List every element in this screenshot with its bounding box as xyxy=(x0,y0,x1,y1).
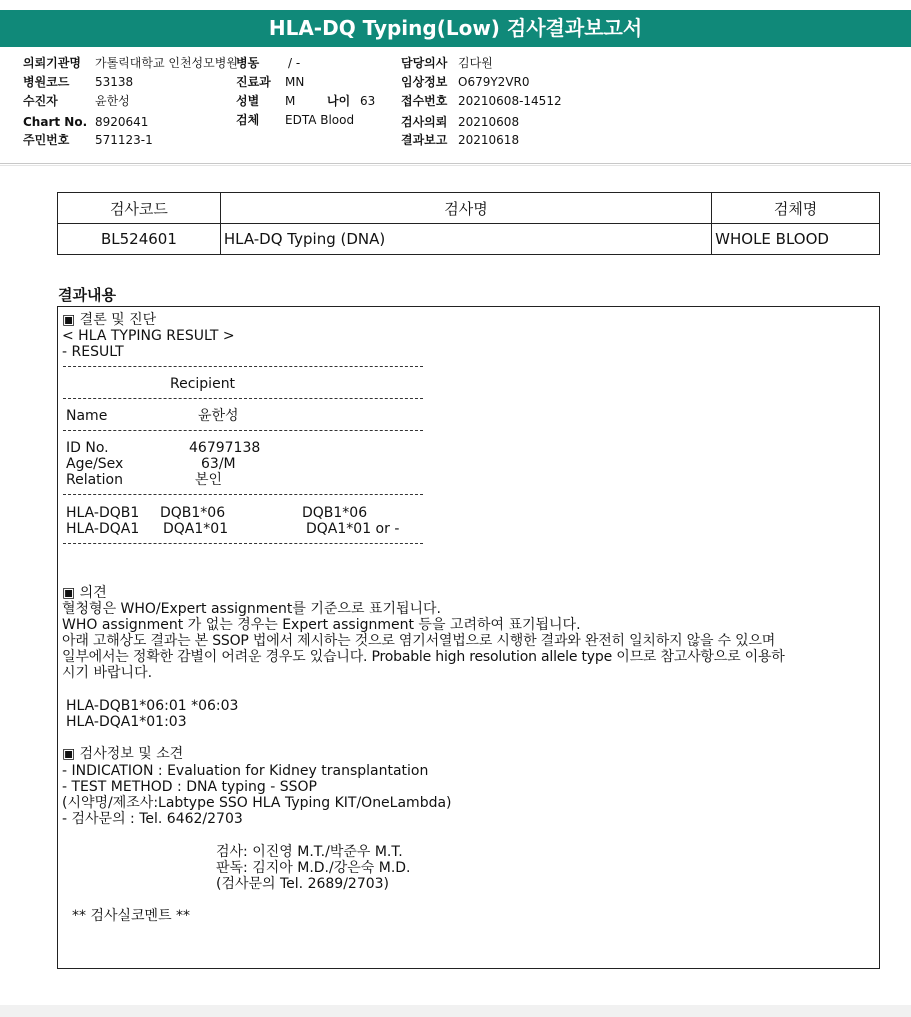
recipient-heading: Recipient xyxy=(170,376,236,392)
ward-label: 병동 xyxy=(236,56,260,70)
dashed-divider xyxy=(63,398,423,399)
results-box xyxy=(57,306,880,969)
specimen-value: EDTA Blood xyxy=(285,113,355,127)
column-header-specimen-name: 검체명 xyxy=(712,193,880,224)
info-line-4: - 검사문의 : Tel. 6462/2703 xyxy=(62,811,243,827)
patient-name-value: 윤한성 xyxy=(95,94,130,108)
age-value: 63 xyxy=(360,94,376,108)
institution-value: 가톨릭대학교 인천성모병원 xyxy=(95,56,238,70)
doctor-label: 담당의사 xyxy=(401,56,448,70)
age-sex-label: Age/Sex xyxy=(66,456,124,472)
tests-table-header xyxy=(58,193,880,224)
relation-label: Relation xyxy=(66,472,123,488)
sex-value: M xyxy=(285,94,296,108)
name-label: Name xyxy=(66,408,108,424)
age-label: 나이 xyxy=(327,94,351,108)
table-row xyxy=(58,224,880,255)
name-value: 윤한성 xyxy=(198,408,239,424)
conclusion-heading: ▣ 결론 및 진단 xyxy=(62,312,157,328)
hospital-code-label: 병원코드 xyxy=(23,75,70,89)
dashed-divider xyxy=(63,366,423,367)
ward-value: / - xyxy=(288,56,301,70)
opinion-line-2: WHO assignment 가 없는 경우는 Expert assignment 등을 고려하여 표기됩니다. xyxy=(62,617,581,633)
resident-no-value: 571123-1 xyxy=(95,133,153,147)
opinion-line-5: 시기 바랍니다. xyxy=(62,665,153,681)
specimen-name-cell: WHOLE BLOOD xyxy=(712,224,880,255)
info-line-2: - TEST METHOD : DNA typing - SSOP xyxy=(62,779,317,795)
opinion-line-1: 혈청형은 WHO/Expert assignment를 기준으로 표기됩니다. xyxy=(62,601,441,617)
result-label: - RESULT xyxy=(62,344,124,360)
dashed-divider xyxy=(63,430,423,431)
hires-dqa1: HLA-DQA1*01:03 xyxy=(66,714,187,730)
signature-line-3: (검사문의 Tel. 2689/2703) xyxy=(216,876,390,892)
info-line-3: (시약명/제조사:Labtype SSO HLA Typing KIT/OneLambda) xyxy=(62,795,452,811)
lab-comment: ** 검사실코멘트 ** xyxy=(72,908,191,924)
signature-line-2: 판독: 김지아 M.D./강은숙 M.D. xyxy=(216,860,411,876)
signature-line-1: 검사: 이진영 M.T./박준우 M.T. xyxy=(216,844,403,860)
dqb1-allele-2: DQB1*06 xyxy=(302,505,368,521)
chart-no-value: 8920641 xyxy=(95,115,149,129)
test-name-cell: HLA-DQ Typing (DNA) xyxy=(220,224,711,255)
header-divider-shadow xyxy=(0,165,911,166)
hires-dqb1: HLA-DQB1*06:01 *06:03 xyxy=(66,698,239,714)
hospital-code-value: 53138 xyxy=(95,75,134,89)
sex-label: 성별 xyxy=(236,94,260,108)
department-label: 진료과 xyxy=(236,75,271,89)
column-header-test-code: 검사코드 xyxy=(58,193,221,224)
report-date-label: 결과보고 xyxy=(401,133,448,147)
resident-no-label: 주민번호 xyxy=(23,133,70,147)
dqa1-label: HLA-DQA1 xyxy=(66,521,140,537)
report-date-value: 20210618 xyxy=(458,133,520,147)
age-sex-value: 63/M xyxy=(201,456,236,472)
chart-no-label: Chart No. xyxy=(23,115,88,129)
dqb1-allele-1: DQB1*06 xyxy=(160,505,226,521)
request-date-value: 20210608 xyxy=(458,115,520,129)
clinical-info-value: O679Y2VR0 xyxy=(458,75,530,89)
patient-name-label: 수진자 xyxy=(23,94,58,108)
opinion-line-4: 일부에서는 정확한 감별이 어려운 경우도 있습니다. Probable high resolution allele type 이므로 참고사항으로 이용하 xyxy=(62,649,785,665)
typing-result-heading: < HLA TYPING RESULT > xyxy=(62,328,235,344)
column-header-test-name: 검사명 xyxy=(220,193,711,224)
dashed-divider xyxy=(63,494,423,495)
tests-table xyxy=(57,192,880,255)
dashed-divider xyxy=(63,543,423,544)
specimen-label: 검체 xyxy=(236,113,260,127)
info-line-1: - INDICATION : Evaluation for Kidney transplantation xyxy=(62,763,429,779)
header-divider xyxy=(0,163,911,164)
dqa1-allele-2: DQA1*01 or - xyxy=(306,521,400,537)
header-col-3 xyxy=(401,54,601,154)
test-code-cell: BL524601 xyxy=(58,224,221,255)
request-date-label: 검사의뢰 xyxy=(401,115,448,129)
id-label: ID No. xyxy=(66,440,109,456)
results-section-title: 결과내용 xyxy=(58,286,116,304)
clinical-info-label: 임상정보 xyxy=(401,75,448,89)
info-heading: ▣ 검사정보 및 소견 xyxy=(62,746,184,762)
opinion-heading: ▣ 의견 xyxy=(62,585,107,601)
opinion-line-3: 아래 고해상도 결과는 본 SSOP 법에서 제시하는 것으로 염기서열법으로 시행한 결과와 완전히 일치하지 않을 수 있으며 xyxy=(62,633,776,649)
receipt-no-value: 20210608-14512 xyxy=(458,94,562,108)
receipt-no-label: 접수번호 xyxy=(401,94,448,108)
report-title: HLA-DQ Typing(Low) 검사결과보고서 xyxy=(0,10,911,47)
doctor-value: 김다원 xyxy=(458,56,493,70)
dqb1-label: HLA-DQB1 xyxy=(66,505,140,521)
dqa1-allele-1: DQA1*01 xyxy=(163,521,229,537)
id-value: 46797138 xyxy=(189,440,261,456)
relation-value: 본인 xyxy=(195,472,223,488)
department-value: MN xyxy=(285,75,305,89)
header-col-2 xyxy=(236,54,396,154)
institution-label: 의뢰기관명 xyxy=(23,56,81,70)
